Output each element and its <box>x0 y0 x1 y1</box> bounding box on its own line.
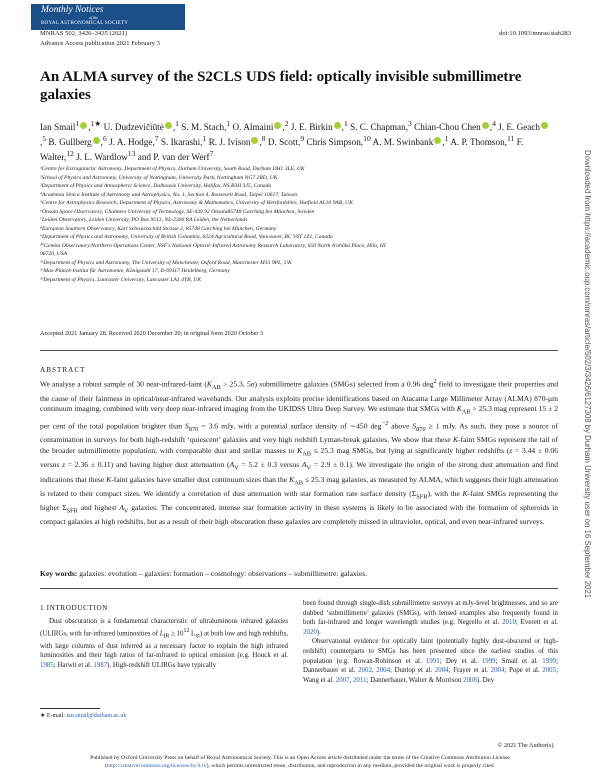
author-list: Ian Smail$^1$ ,$^{1★}$ U. Dudzevičiūtė ,$^1$ S. M. Stach,$^1$ O. Almaini ,$^2$ J. E. Birkin ,$^1$ S. C. Chapman,$^3$ Chian-Chou Chen ,$^4$ J. E. Geach,$^5$ B. Gullberg ,$^6$ J. A. Hodge,$^7$ S. Ikarashi,$^1$ R. J. Ivison ,$^8$ D. Scott,$^9$ Chris Simpson,$^{10}$ A. M. Swinbank ,$^1$ A. P. Thomson,$^{11}$ F. Walter,$^{12}$ J. L. Wardlow$^{13}$ and P. van der Werf$^7$ <box>40 118 555 163</box>
affiliation-item: ⁴Academia Sinica Institute of Astronomy and Astrophysics, No. 1, Section 4, Roosevelt Road, Taipei 10617, Taiwan <box>40 191 298 198</box>
journal-citation: MNRAS 502, 3426–3435 (2021) <box>40 30 128 37</box>
reference-link[interactable]: http://creativecommons.org/licenses/by/4.0/ <box>106 763 207 770</box>
reference-link[interactable]: 1987 <box>93 662 108 670</box>
divider-top <box>40 350 558 351</box>
accepted-dates: Accepted 2021 January 28. Received 2020 December 20; in original form 2020 October 3 <box>40 330 264 337</box>
affiliation-item: ¹¹Department of Physics and Astronomy, The University of Manchester, Oxford Road, Manchester M13 9PL, UK <box>40 259 292 266</box>
orcid-icon[interactable] <box>482 122 489 129</box>
advance-access-date: Advance Access publication 2021 February 3 <box>40 40 160 47</box>
keywords <box>40 569 560 578</box>
banner-line2: of the <box>89 15 98 20</box>
reference-link[interactable]: 2002 <box>358 667 372 675</box>
divider-bottom <box>40 588 558 589</box>
abstract-heading: ABSTRACT <box>40 366 86 374</box>
download-note: Downloaded from https://academic.oup.com/mnras/article/502/3/3426/6127308 by Durham University user on 16 September 2021 <box>583 150 592 599</box>
reference-link[interactable]: 1991 <box>425 657 440 665</box>
affiliation-item: ⁷Leiden Observatory, Leiden University, PO Box 9513, NL-2300 RA Leiden, the Netherlands <box>40 217 248 223</box>
keywords-text: galaxies: evolution – galaxies: formation – cosmology: observations – submillimetre: galaxies. <box>77 569 368 578</box>
affiliation-item: ¹Centre for Extragalactic Astronomy, Department of Physics, Durham University, South Road, Durham DH1 3LE, UK <box>40 166 305 172</box>
orcid-icon[interactable] <box>80 122 87 129</box>
orcid-icon[interactable] <box>251 137 258 144</box>
affiliation-list <box>40 165 560 284</box>
paper-title: An ALMA survey of the S2CLS UDS field: optically invisible submillimetre galaxies <box>40 69 522 103</box>
affiliation-item: ²School of Physics and Astronomy, University of Nottingham, University Park, Nottingham NG7 2RD, UK <box>40 174 278 181</box>
banner-line3: ROYAL ASTRONOMICAL SOCIETY <box>41 21 129 26</box>
reference-link[interactable]: 2011 <box>352 676 367 684</box>
abstract-text: We analyse a robust sample of 30 near-infrared-faint ($K_{AB} > 25.3$, 5σ) submillimetre galaxies (SMGs) selected from a 0.96 deg$^2$ field to investigate their properties and the cause of their faintness in optical/near-infrared wavebands. Our analysis exploits precise identifications based on Atacama Large Millimeter Array (ALMA) 870-μm continuum imaging, combined with very deep near-infrared imaging from the UKIDSS Ultra Deep Survey. We estimate that SMGs with $K_{AB} > 25.3$ mag represent 15 ± 2 per cent of the total population brighter than $S_{870} = 3.6$ mJy, with a potential surface density of ∼450 deg$^{-2}$ above $S_{870} \ge 1$ mJy. As such, they pose a source of contamination in surveys for both high-redshift ‘quiescent’ galaxies and very high redshift Lyman-break galaxies. We show that these K-faint SMGs represent the tail of the broader submillimetre population, with comparable dust and stellar masses to $K_{AB} \le 25.3$ mag SMGs, but lying at significantly higher redshifts (z = 3.44 ± 0.06 versus z = 2.36 ± 0.11) and having higher dust attenuation ($A_V = 5.2 \pm 0.3$ versus $A_V = 2.9 \pm 0.1$). We investigate the origin of the strong dust attenuation and find indications that these K-faint galaxies have smaller dust continuum sizes than the $K_{AB} \le 25.3$ mag galaxies, as measured by ALMA, which suggests their high attenuation is related to their compact sizes. We identify a correlation of dust attenuation with star formation rate surface density $(\Sigma_{SFR})$, with the K-faint SMGs representing the higher $\Sigma_{SFR}$ and highest $A_V$ galaxies. The concentrated, intense star formation activity in these systems is likely to be associated with the formation of spheroids in compact galaxies at high redshifts, but as a result of their high obscuration these galaxies are completely missed in ultraviolet, optical, and even near-infrared surveys. <box>40 378 559 527</box>
reference-link[interactable]: 2005 <box>542 667 557 675</box>
orcid-icon[interactable] <box>541 122 548 129</box>
affiliation-item: ¹³Department of Physics, Lancaster University, Lancaster LA1 4YB, UK <box>40 276 202 283</box>
copyright-notice: © 2021 The Author(s). <box>497 742 555 749</box>
banner-line1: Monthly Notices <box>41 5 104 15</box>
orcid-icon[interactable] <box>165 122 172 129</box>
reference-link[interactable]: 2004 <box>434 667 449 675</box>
orcid-icon[interactable] <box>274 122 281 129</box>
section-heading-introduction: 1 INTRODUCTION <box>40 604 109 612</box>
reference-link[interactable]: 1999 <box>542 657 557 665</box>
reference-link[interactable]: ian.smail@durham.ac.uk <box>66 713 127 719</box>
intro-column-right <box>303 599 558 685</box>
reference-link[interactable]: 2008 <box>463 676 477 684</box>
intro-paragraph: Observational evidence for optically faint (potentially highly dust-obscured or high-redshift) counterparts to SMGs has been presented since the earliest studies of this population (e.g. Rowan-Robinson et al. 1991; Dey et al. 1999; Smail et al. 1999; Dannerbauer et al. 2002, 2004; Dunlop et al. 2004; Frayer et al. 2004; Pope et al. 2005; Wang et al. 2007, 2011; Dannerbauer, Walter & Morrison 2008). Dey <box>303 638 558 684</box>
intro-column-left: Dust obscuration is a fundamental characteristic of ultraluminous infrared galaxies (ULIRGs, with far-infrared luminosities of $L_{IR} \ge 10^{12}$ $L_⊙$) at both low and high redshifts, with large columns of dust inferred as a necessary factor to explain the high infrared luminosities and their high ratios of far-infrared to optical emission (e.g. Houck et al. 1985; Harwit et al. 1987). High-redshift ULIRGs have typically <box>40 618 288 670</box>
intro-paragraph: been found through single-dish submillimetre surveys at mJy-level brightnesses, and so are dubbed ‘submillimetre’ galaxies (SMGs), with lensed examples also frequently found in both far-infrared and longer wavelength studies (e.g. Negrello et al. 2010; Everett et al. 2020). <box>303 600 558 636</box>
affiliation-item: ¹⁰Gemini Observatory/Northern Operations Center, NSF's National Optical–Infrared Astronomy Research Laboratory, 650 North A'ohōkū Place, Hilo, HI <box>40 242 386 249</box>
reference-link[interactable]: 1985 <box>40 662 54 670</box>
reference-link[interactable]: 1999 <box>481 657 496 665</box>
corresponding-email[interactable]: ★ E-mail: ian.smail@durham.ac.uk <box>40 713 127 719</box>
doi-link[interactable]: doi:10.1093/mnras/stab283 <box>499 30 571 37</box>
affiliation-item: 96720, USA <box>40 251 68 257</box>
reference-link[interactable]: 2007 <box>335 676 350 684</box>
reference-link[interactable]: 2004 <box>490 667 505 675</box>
license-footer: Published by Oxford University Press on behalf of Royal Astronomical Society. This is an Open Access article distributed under the terms of the Creative Commons Attribution License (http://creativecommons.org/licenses/by/4.0/), which permits unrestricted reuse, distribution, and reproduction in any medium, provided the original work is properly cited. <box>90 755 510 770</box>
reference-link[interactable]: 2004 <box>376 667 391 675</box>
affiliation-item: ¹²Max-Planck-Institut für Astronomie, Königstuhl 17, D-69117 Heidelberg, Germany <box>40 268 230 274</box>
journal-banner[interactable] <box>31 4 185 30</box>
orcid-icon[interactable] <box>334 122 341 129</box>
orcid-icon[interactable] <box>93 137 100 144</box>
affiliation-item: ⁸European Southern Observatory, Karl Schwarzschild Strasse 2, 85748 Garching bei München, Germany <box>40 225 277 232</box>
keywords-label: Key words: <box>40 569 78 578</box>
affiliation-item: ⁶Onsala Space Observatory, Chalmers University of Technology, SE-439 92 Onsala85748 Garching bei München, Sweden <box>40 208 315 215</box>
download-watermark <box>583 150 592 620</box>
affiliation-item: ⁵Centre for Astrophysics Research, Department of Physics, Astronomy & Mathematics, University of Hertfordshire, Hatfield AL10 9AB, UK <box>40 200 353 206</box>
affiliation-item: ³Department of Physics and Atmospheric Science, Dalhousie University, Halifax, NS B3H 3J5, Canada <box>40 183 272 189</box>
reference-link[interactable]: 2010 <box>502 619 516 627</box>
affiliation-item: ⁹Department of Physics and Astronomy, University of British Columbia, 6224 Agricultural Road, Vancouver, BC V6T 1Z1, Canada <box>40 234 333 240</box>
reference-link[interactable]: 2020 <box>303 628 317 636</box>
orcid-icon[interactable] <box>434 137 441 144</box>
footnote-rule <box>40 708 100 709</box>
